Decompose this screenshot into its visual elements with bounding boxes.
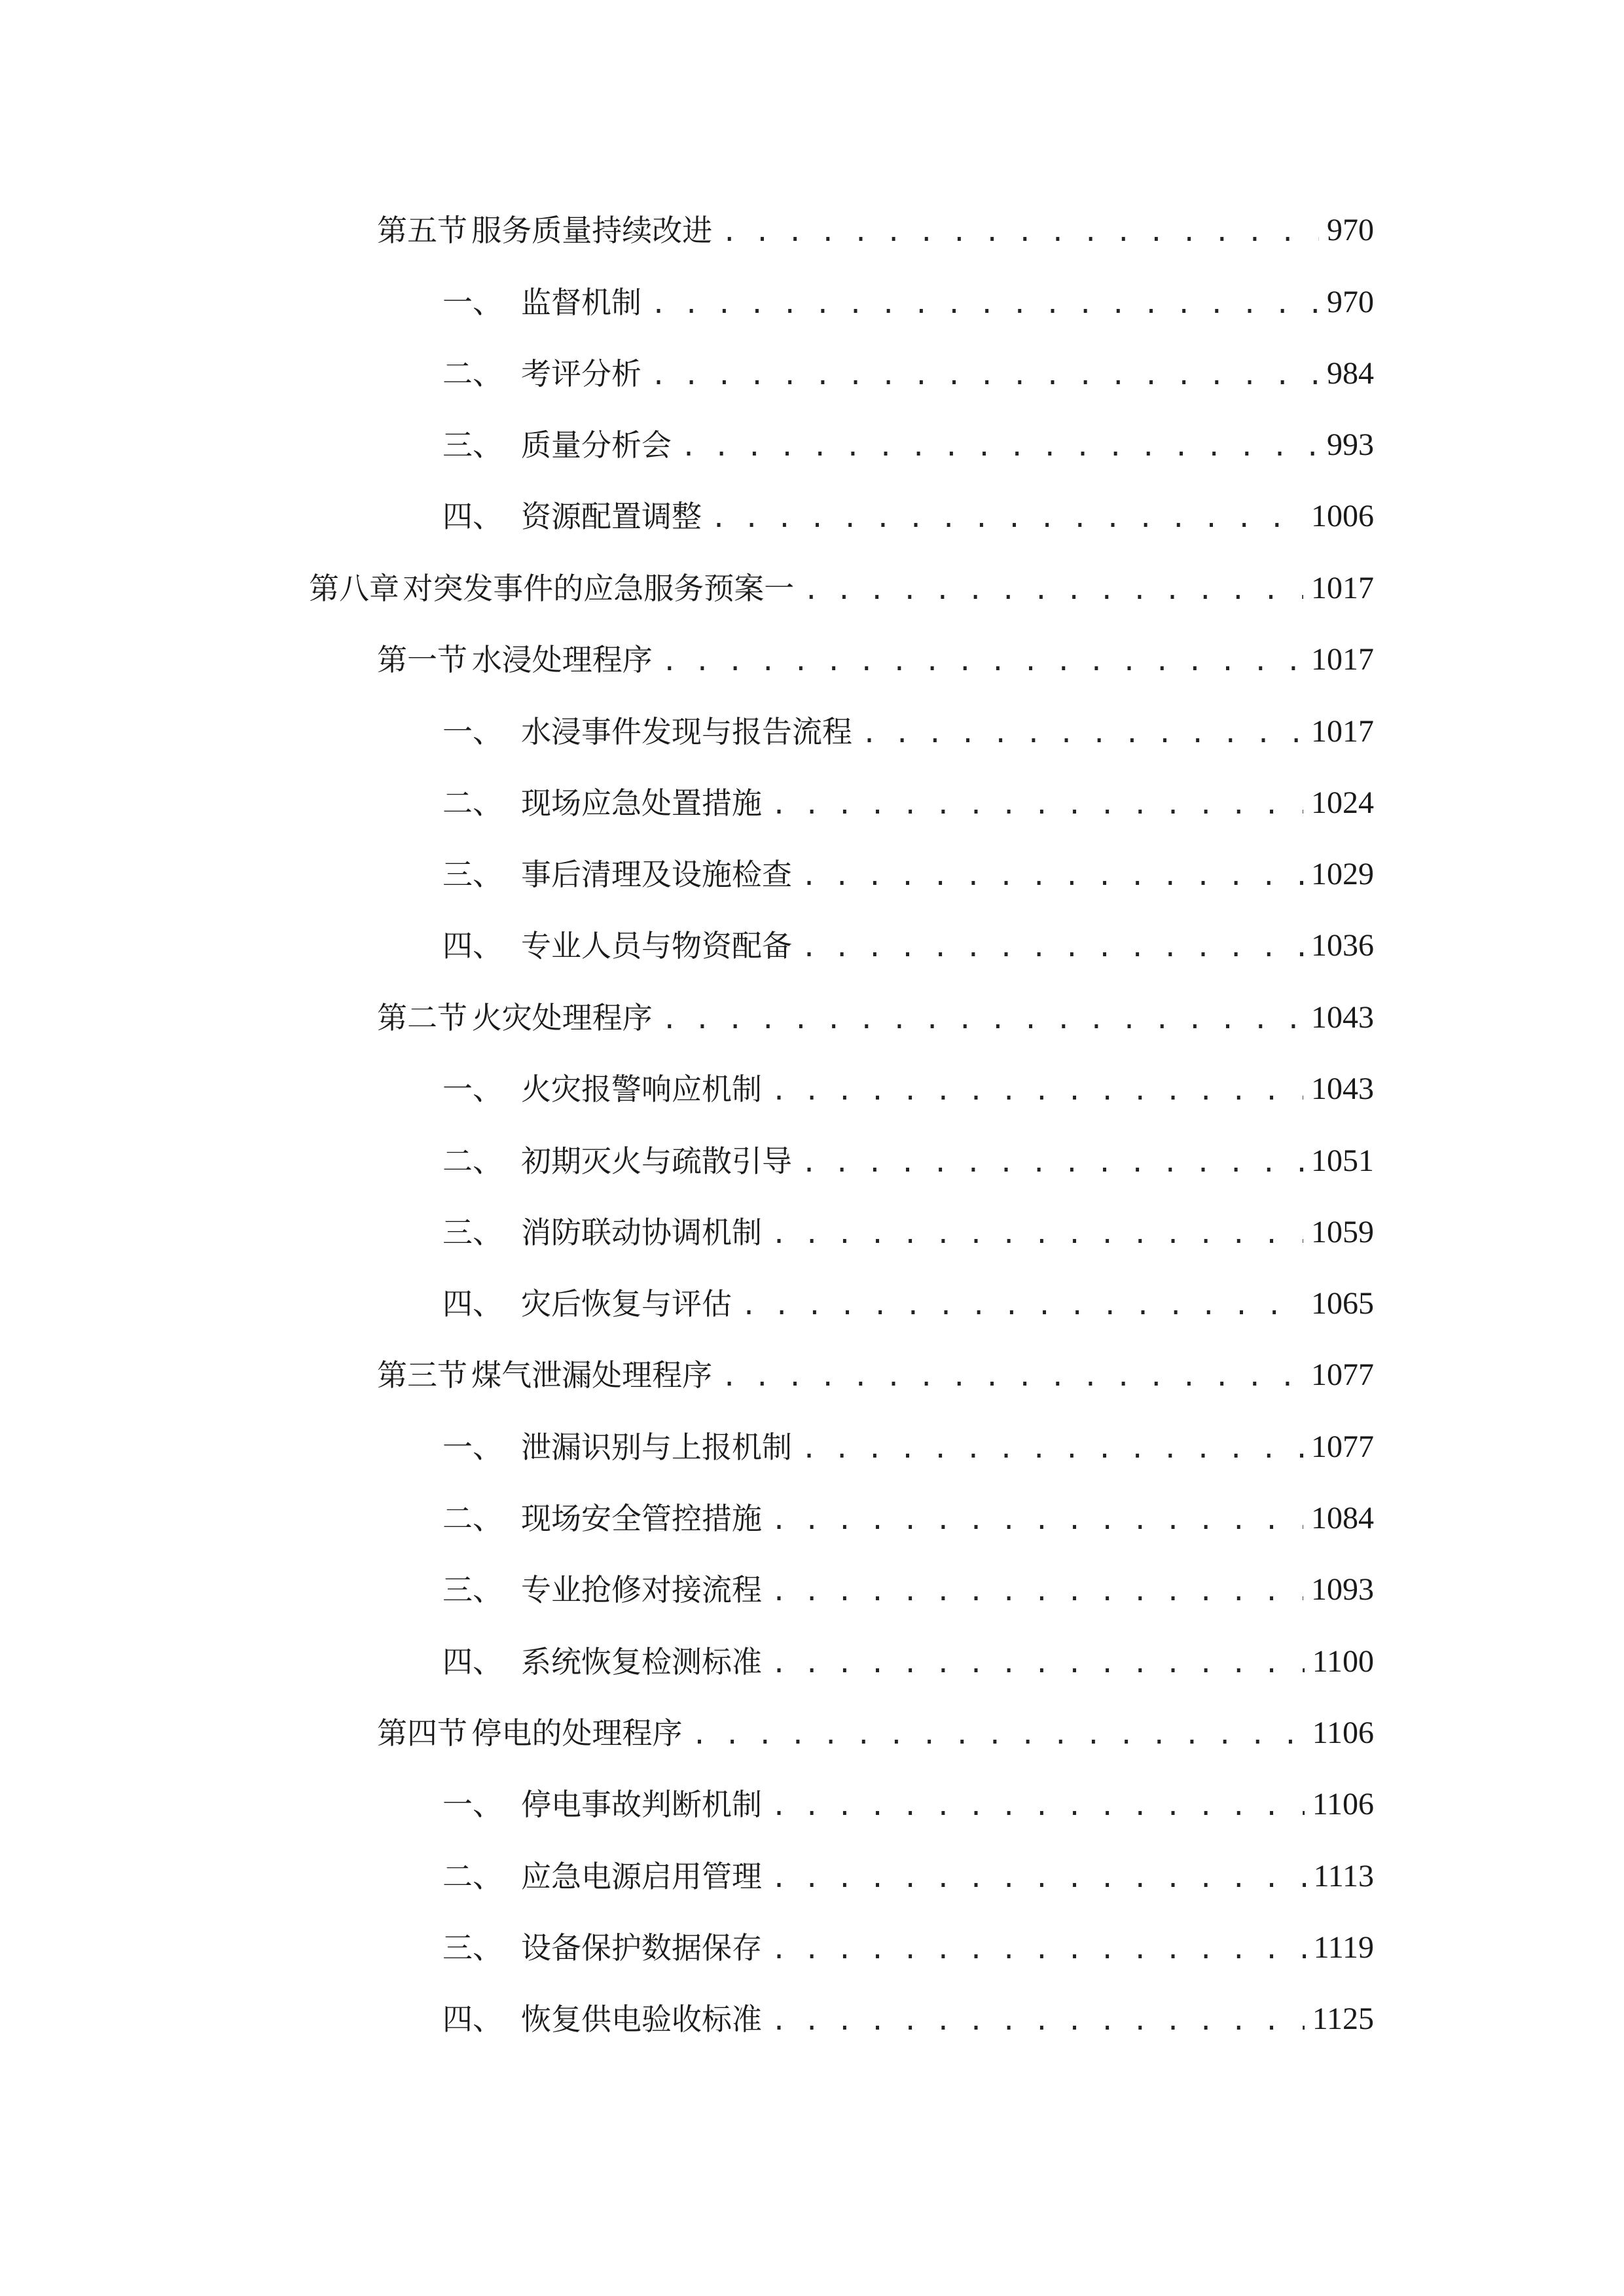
dot-leader xyxy=(741,1276,1303,1332)
toc-page-number: 1043 xyxy=(1311,1071,1374,1106)
toc-prefix: 二、 xyxy=(442,1859,503,1894)
toc-entry-item[interactable] xyxy=(442,1492,1374,1545)
toc-entry-item[interactable] xyxy=(442,490,1374,543)
toc-page-number: 1125 xyxy=(1312,2001,1374,2036)
toc-page-number: 1029 xyxy=(1311,857,1374,891)
toc-prefix: 二、 xyxy=(442,1143,503,1179)
dot-leader xyxy=(801,846,1303,903)
toc-page-number: 1077 xyxy=(1311,1429,1374,1464)
toc-entry-section-4[interactable] xyxy=(377,1707,1374,1759)
toc-title: 设备保护数据保存 xyxy=(521,1930,762,1965)
toc-title: 煤气泄漏处理程序 xyxy=(471,1357,713,1393)
toc-entry-item[interactable] xyxy=(442,1135,1374,1187)
toc-prefix: 四、 xyxy=(442,1286,503,1321)
toc-page-number: 1043 xyxy=(1311,1000,1374,1035)
toc-title: 考评分析 xyxy=(521,356,641,391)
toc-entry-item[interactable] xyxy=(442,419,1374,471)
toc-entry-item[interactable] xyxy=(442,920,1374,972)
toc-title: 系统恢复检测标准 xyxy=(521,1644,762,1679)
toc-title: 资源配置调整 xyxy=(521,499,702,534)
toc-title: 对突发事件的应急服务预案一 xyxy=(403,571,795,606)
toc-page-number: 1036 xyxy=(1311,928,1374,963)
toc-entry-item[interactable] xyxy=(442,1993,1374,2045)
toc-prefix: 四、 xyxy=(442,1644,503,1679)
dot-leader xyxy=(861,704,1303,760)
toc-prefix: 三、 xyxy=(442,1930,503,1965)
toc-page-number: 1059 xyxy=(1311,1215,1374,1249)
toc-entry-section-5[interactable] xyxy=(377,204,1374,257)
toc-page-number: 970 xyxy=(1327,213,1374,247)
toc-title: 专业人员与物资配备 xyxy=(521,928,792,963)
toc-title: 质量分析会 xyxy=(521,427,672,463)
toc-page-number: 1093 xyxy=(1311,1572,1374,1607)
toc-page-number: 1077 xyxy=(1311,1357,1374,1392)
toc-page-number: 1065 xyxy=(1311,1286,1374,1321)
toc-prefix: 二、 xyxy=(442,356,503,391)
toc-prefix: 四、 xyxy=(442,2001,503,2037)
toc-title: 火灾处理程序 xyxy=(471,1000,653,1035)
dot-leader xyxy=(771,1204,1303,1261)
toc-title: 服务质量持续改进 xyxy=(471,213,713,248)
toc-prefix: 三、 xyxy=(442,1572,503,1607)
dot-leader xyxy=(721,202,1319,259)
toc-title: 现场安全管控措施 xyxy=(521,1501,762,1536)
toc-title: 恢复供电验收标准 xyxy=(521,2001,762,2037)
toc-entry-item[interactable] xyxy=(442,1922,1374,1974)
toc-entry-item[interactable] xyxy=(442,1564,1374,1616)
toc-page-number: 1106 xyxy=(1312,1787,1374,1821)
toc-entry-item[interactable] xyxy=(442,1421,1374,1473)
toc-page-number: 1024 xyxy=(1311,785,1374,820)
dot-leader xyxy=(651,274,1319,331)
dot-leader xyxy=(771,1490,1303,1547)
toc-prefix: 一、 xyxy=(442,1071,503,1107)
dot-leader xyxy=(771,1562,1303,1618)
toc-page-number: 1100 xyxy=(1312,1644,1374,1679)
dot-leader xyxy=(771,1920,1306,1976)
dot-leader xyxy=(801,918,1303,974)
toc-entry-item[interactable] xyxy=(442,1778,1374,1831)
toc-page-number: 1119 xyxy=(1313,1930,1374,1965)
toc-entry-item[interactable] xyxy=(442,1206,1374,1259)
toc-prefix: 第三节 xyxy=(377,1357,467,1393)
toc-prefix: 二、 xyxy=(442,1501,503,1536)
toc-page-number: 984 xyxy=(1327,356,1374,391)
dot-leader xyxy=(691,1705,1304,1761)
toc-page-number: 970 xyxy=(1327,285,1374,319)
toc-entry-item[interactable] xyxy=(442,1850,1374,1903)
toc-title: 初期灭火与疏散引导 xyxy=(521,1143,792,1179)
toc-entry-item[interactable] xyxy=(442,276,1374,329)
dot-leader xyxy=(662,632,1303,688)
toc-title: 水浸处理程序 xyxy=(471,642,653,677)
toc-title: 水浸事件发现与报告流程 xyxy=(521,714,852,749)
toc-page-number: 993 xyxy=(1327,427,1374,462)
toc-prefix: 第二节 xyxy=(377,1000,467,1035)
dot-leader xyxy=(681,417,1319,473)
dot-leader xyxy=(771,1061,1303,1117)
toc-entry-item[interactable] xyxy=(442,848,1374,901)
toc-page-number: 1017 xyxy=(1311,714,1374,749)
toc-page-number: 1084 xyxy=(1311,1501,1374,1535)
toc-page-number: 1017 xyxy=(1311,642,1374,677)
toc-entry-item[interactable] xyxy=(442,1063,1374,1115)
dot-leader xyxy=(711,488,1303,545)
toc-entry-section-1[interactable] xyxy=(377,634,1374,686)
toc-page-number: 1017 xyxy=(1311,571,1374,605)
toc-prefix: 一、 xyxy=(442,714,503,749)
toc-page-number: 1106 xyxy=(1312,1715,1374,1750)
dot-leader xyxy=(801,1133,1303,1189)
toc-entry-item[interactable] xyxy=(442,348,1374,400)
toc-title: 消防联动协调机制 xyxy=(521,1215,762,1250)
toc-prefix: 第五节 xyxy=(377,213,467,248)
dot-leader xyxy=(771,1634,1305,1690)
toc-title: 火灾报警响应机制 xyxy=(521,1071,762,1107)
toc-entry-section-3[interactable] xyxy=(377,1349,1374,1401)
dot-leader xyxy=(721,1347,1303,1403)
toc-prefix: 二、 xyxy=(442,785,503,821)
dot-leader xyxy=(801,1419,1303,1475)
toc-entry-item[interactable] xyxy=(442,706,1374,758)
toc-title: 事后清理及设施检查 xyxy=(521,857,792,892)
toc-title: 应急电源启用管理 xyxy=(521,1859,762,1894)
toc-title: 监督机制 xyxy=(521,285,641,320)
toc-prefix: 四、 xyxy=(442,928,503,963)
toc-entry-item[interactable] xyxy=(442,777,1374,829)
toc-prefix: 三、 xyxy=(442,427,503,463)
dot-leader xyxy=(771,1776,1305,1833)
toc-page-number: 1113 xyxy=(1313,1859,1374,1893)
toc-entry-chapter-8[interactable] xyxy=(309,562,1374,615)
toc-title: 现场应急处置措施 xyxy=(521,785,762,821)
toc-prefix: 四、 xyxy=(442,499,503,534)
dot-leader xyxy=(662,990,1303,1046)
toc-title: 专业抢修对接流程 xyxy=(521,1572,762,1607)
toc-title: 停电事故判断机制 xyxy=(521,1787,762,1822)
toc-prefix: 第一节 xyxy=(377,642,467,677)
toc-title: 停电的处理程序 xyxy=(471,1715,683,1751)
dot-leader xyxy=(803,560,1303,617)
toc-title: 灾后恢复与评估 xyxy=(521,1286,732,1321)
toc-prefix: 三、 xyxy=(442,857,503,892)
toc-prefix: 一、 xyxy=(442,1787,503,1822)
dot-leader xyxy=(771,1991,1305,2047)
toc-entry-item[interactable] xyxy=(442,1636,1374,1688)
dot-leader xyxy=(651,346,1319,402)
toc-page-number: 1051 xyxy=(1311,1143,1374,1178)
toc-prefix: 一、 xyxy=(442,285,503,320)
toc-entry-section-2[interactable] xyxy=(377,992,1374,1044)
toc-title: 泄漏识别与上报机制 xyxy=(521,1429,792,1465)
toc-entry-item[interactable] xyxy=(442,1278,1374,1330)
dot-leader xyxy=(771,1848,1306,1905)
toc-prefix: 一、 xyxy=(442,1429,503,1465)
toc-page-number: 1006 xyxy=(1311,499,1374,533)
toc-prefix: 第八章 xyxy=(309,571,399,606)
dot-leader xyxy=(771,775,1303,831)
toc-prefix: 第四节 xyxy=(377,1715,467,1751)
toc-prefix: 三、 xyxy=(442,1215,503,1250)
